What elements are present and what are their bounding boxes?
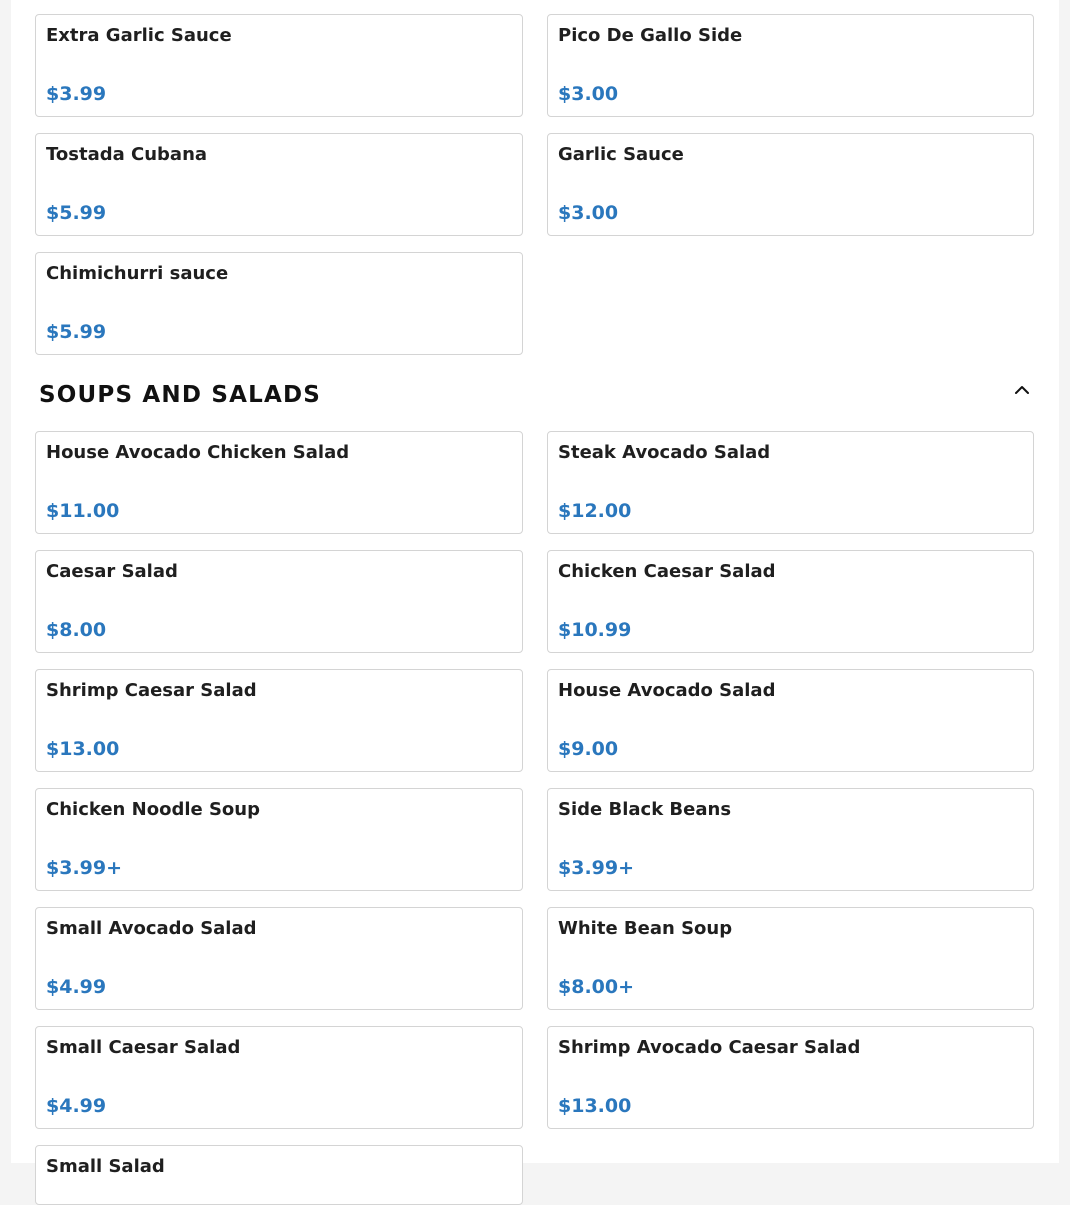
menu-item-name: Steak Avocado Salad	[558, 442, 771, 463]
menu-item-price: $3.99+	[46, 857, 123, 879]
menu-item-price: $11.00	[46, 500, 120, 522]
menu-item-price: $3.99+	[558, 857, 635, 879]
menu-item-grid	[35, 431, 1034, 1205]
menu-item-name: Chimichurri sauce	[46, 263, 229, 284]
menu-item-price: $3.00	[558, 83, 619, 105]
menu-item-card[interactable]	[35, 133, 523, 236]
menu-item-name: Chicken Caesar Salad	[558, 561, 776, 582]
menu-item-card[interactable]	[547, 669, 1034, 772]
section-title: SOUPS AND SALADS	[39, 382, 322, 408]
menu-item-card[interactable]	[35, 1145, 523, 1205]
menu-item-price: $4.99	[46, 1095, 107, 1117]
menu-item-card[interactable]	[547, 14, 1034, 117]
menu-item-price: $3.00	[558, 202, 619, 224]
menu-item-price: $8.00	[46, 619, 107, 641]
menu-item-name: House Avocado Chicken Salad	[46, 442, 350, 463]
menu-item-price: $5.99	[46, 202, 107, 224]
menu-item-name: Small Caesar Salad	[46, 1037, 241, 1058]
menu-item-price: $8.00+	[558, 976, 635, 998]
menu-item-card[interactable]	[35, 669, 523, 772]
menu-item-name: Garlic Sauce	[558, 144, 684, 165]
menu-item-card[interactable]	[547, 431, 1034, 534]
section-header-soups-and-salads[interactable]	[39, 378, 1034, 414]
menu-item-price: $10.99	[558, 619, 632, 641]
menu-item-card[interactable]	[547, 788, 1034, 891]
menu-item-name: Small Avocado Salad	[46, 918, 257, 939]
menu-item-name: Side Black Beans	[558, 799, 732, 820]
menu-item-price: $12.00	[558, 500, 632, 522]
menu-item-name: White Bean Soup	[558, 918, 733, 939]
menu-item-card[interactable]	[35, 252, 523, 355]
menu-item-name: Pico De Gallo Side	[558, 25, 743, 46]
menu-item-name: Small Salad	[46, 1156, 165, 1177]
menu-item-name: Caesar Salad	[46, 561, 178, 582]
menu-item-name: House Avocado Salad	[558, 680, 776, 701]
menu-item-card[interactable]	[547, 133, 1034, 236]
menu-item-card[interactable]	[35, 907, 523, 1010]
menu-item-name: Shrimp Caesar Salad	[46, 680, 257, 701]
menu-item-price: $13.00	[46, 738, 120, 760]
menu-item-price: $5.99	[46, 321, 107, 343]
menu-item-price: $9.00	[558, 738, 619, 760]
menu-item-name: Chicken Noodle Soup	[46, 799, 260, 820]
menu-item-card[interactable]	[35, 1026, 523, 1129]
menu-item-card[interactable]	[35, 431, 523, 534]
menu-item-price: $4.99	[46, 976, 107, 998]
menu-item-card[interactable]	[547, 907, 1034, 1010]
menu-item-name: Extra Garlic Sauce	[46, 25, 232, 46]
menu-item-card[interactable]	[35, 788, 523, 891]
menu-page	[11, 0, 1059, 1177]
menu-item-card[interactable]	[547, 1026, 1034, 1129]
menu-item-name: Tostada Cubana	[46, 144, 208, 165]
menu-item-price: $3.99	[46, 83, 107, 105]
menu-item-card[interactable]	[547, 550, 1034, 653]
chevron-up-icon[interactable]	[1010, 378, 1034, 402]
menu-item-grid	[35, 14, 1034, 355]
menu-item-card[interactable]	[35, 14, 523, 117]
menu-item-price: $13.00	[558, 1095, 632, 1117]
menu-item-name: Shrimp Avocado Caesar Salad	[558, 1037, 861, 1058]
menu-item-card[interactable]	[35, 550, 523, 653]
